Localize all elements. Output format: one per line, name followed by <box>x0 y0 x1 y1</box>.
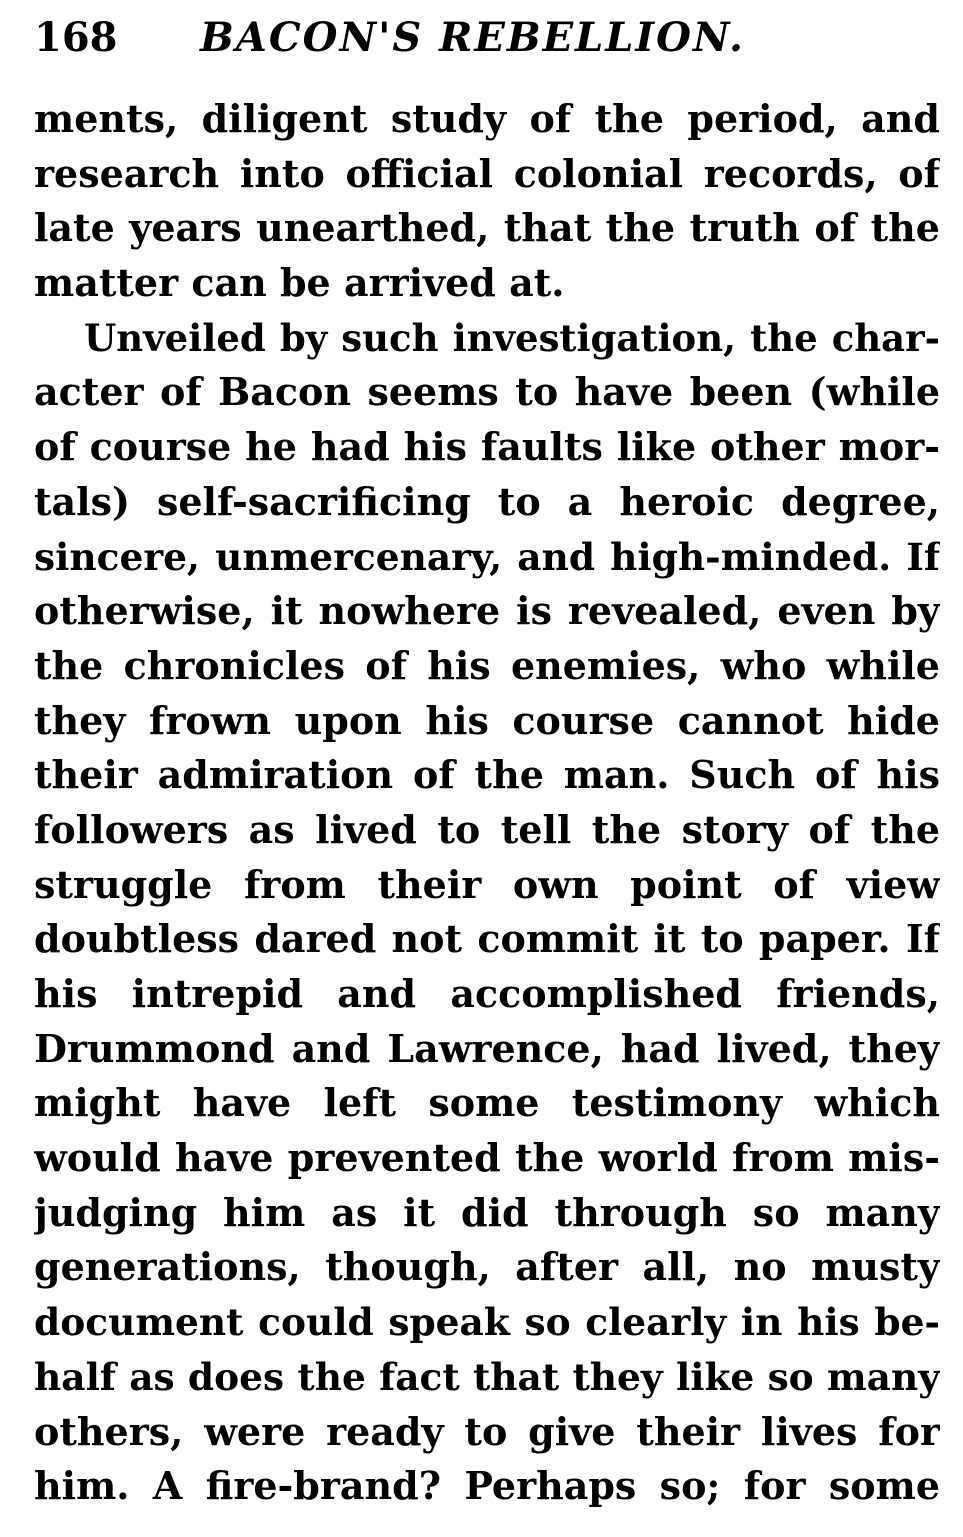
text-line: of course he had his faults like other mor- <box>34 424 940 470</box>
text-line: tals) self-sacrificing to a heroic degree, <box>34 478 940 524</box>
text-line: late years unearthed, that the truth of the <box>34 205 940 251</box>
text-line: their admiration of the man. Such of his <box>34 752 940 798</box>
text-line: matter can be arrived at. <box>34 260 565 306</box>
text-line: struggle from their own point of view <box>34 861 940 907</box>
text-line: his intrepid and accomplished friends, <box>34 971 940 1016</box>
text-line: acter of Bacon seems to have been (while <box>34 369 940 415</box>
text-line: generations, though, after all, no musty <box>34 1244 940 1290</box>
text-line: document could speak so clearly in his be- <box>34 1300 940 1345</box>
text-line: followers as lived to tell the story of the <box>34 806 940 852</box>
text-line: sincere, unmercenary, and high-minded. If <box>34 534 940 579</box>
text-line: half as does the fact that they like so many <box>34 1354 940 1399</box>
page-number: 168 <box>34 14 118 61</box>
text-line: research into official colonial records, of <box>34 150 940 196</box>
text-line: doubtless dared not commit it to paper. If <box>34 916 940 962</box>
text-line: him. A fire-brand? Perhaps so; for some <box>34 1463 940 1509</box>
body-text <box>34 92 940 1514</box>
text-line: might have left some testimony which <box>34 1080 940 1126</box>
text-line: others, were ready to give their lives for <box>34 1408 940 1454</box>
text-line: the chronicles of his enemies, who while <box>34 642 940 688</box>
text-line: ments, diligent study of the period, and <box>34 96 940 141</box>
text-line: would have prevented the world from mis- <box>34 1135 940 1181</box>
running-title: BACON'S REBELLION. <box>200 14 745 61</box>
page-header <box>34 10 944 70</box>
text-line: judging him as it did through so many <box>34 1189 940 1235</box>
text-line: they frown upon his course cannot hide <box>34 697 940 743</box>
text-line: Unveiled by such investigation, the char- <box>84 315 940 360</box>
text-line: Drummond and Lawrence, had lived, they <box>34 1025 940 1071</box>
text-line: otherwise, it nowhere is revealed, even by <box>34 588 940 634</box>
